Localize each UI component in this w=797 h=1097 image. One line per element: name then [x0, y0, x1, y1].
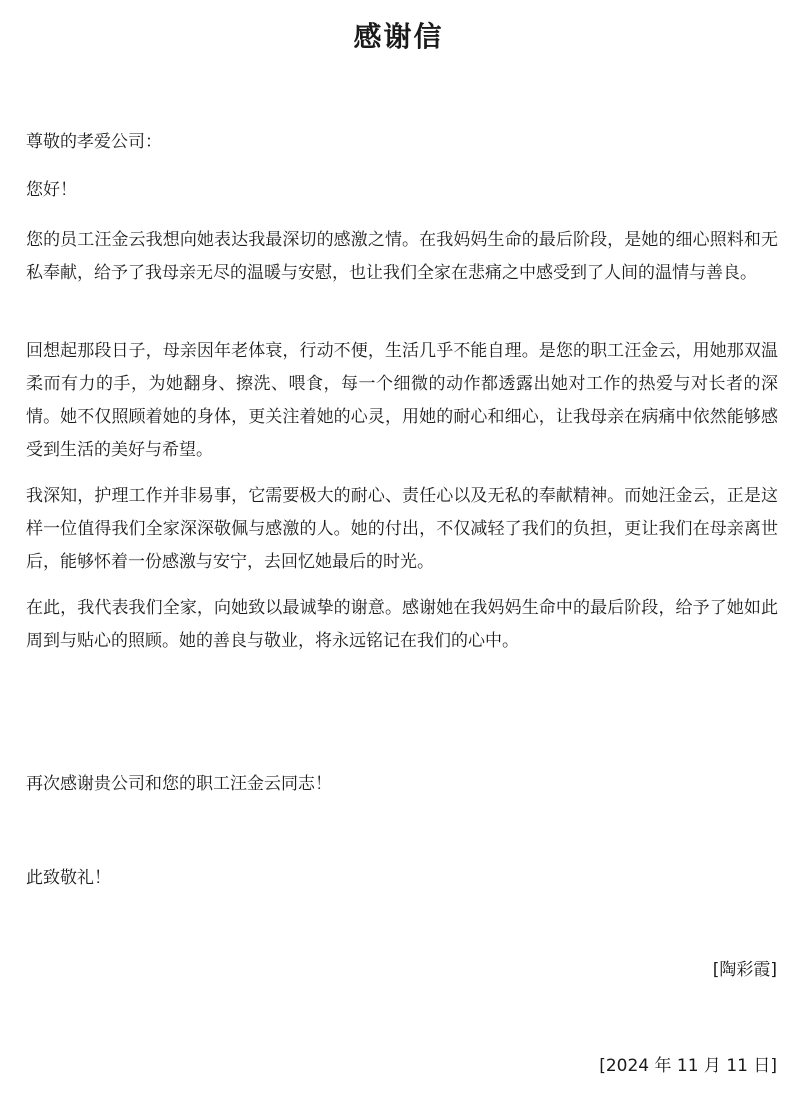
signature: [陶彩霞]: [712, 960, 777, 980]
letter-date: [2024 年 11 月 11 日]: [599, 1056, 777, 1076]
thanks-again: 再次感谢贵公司和您的职工汪金云同志！: [26, 774, 332, 794]
greeting: 您好！: [26, 180, 77, 200]
paragraph-4: 在此，我代表我们全家，向她致以最诚挚的谢意。感谢她在我妈妈生命中的最后阶段，给予了她如此周到与贴心的照顾。她的善良与敬业，将永远铭记在我们的心中。: [26, 598, 778, 651]
paragraph-2: 回想起那段日子，母亲因年老体衰，行动不便，生活几乎不能自理。是您的职工汪金云，用她那双温柔而有力的手，为她翻身、擦洗、喂食，每一个细微的动作都透露出她对工作的热爱与对长者的深情。她不仅照顾着她的身体，更关注着她的心灵，用她的耐心和细心，让我母亲在病痛中依然能够感受到生活的美好与希望。: [26, 341, 778, 460]
closing-salute: 此致敬礼！: [26, 868, 111, 888]
salutation: 尊敬的孝爱公司：: [26, 132, 162, 152]
letter-title: 感谢信: [353, 20, 444, 53]
paragraph-1: 您的员工汪金云我想向她表达我最深切的感激之情。在我妈妈生命的最后阶段，是她的细心照料和无私奉献，给予了我母亲无尽的温暖与安慰，也让我们全家在悲痛之中感受到了人间的温情与善良。: [26, 230, 778, 283]
paragraph-3: 我深知，护理工作并非易事，它需要极大的耐心、责任心以及无私的奉献精神。而她汪金云，正是这样一位值得我们全家深深敬佩与感激的人。她的付出，不仅减轻了我们的负担，更让我们在母亲离世后，能够怀着一份感激与安宁，去回忆她最后的时光。: [26, 486, 778, 572]
